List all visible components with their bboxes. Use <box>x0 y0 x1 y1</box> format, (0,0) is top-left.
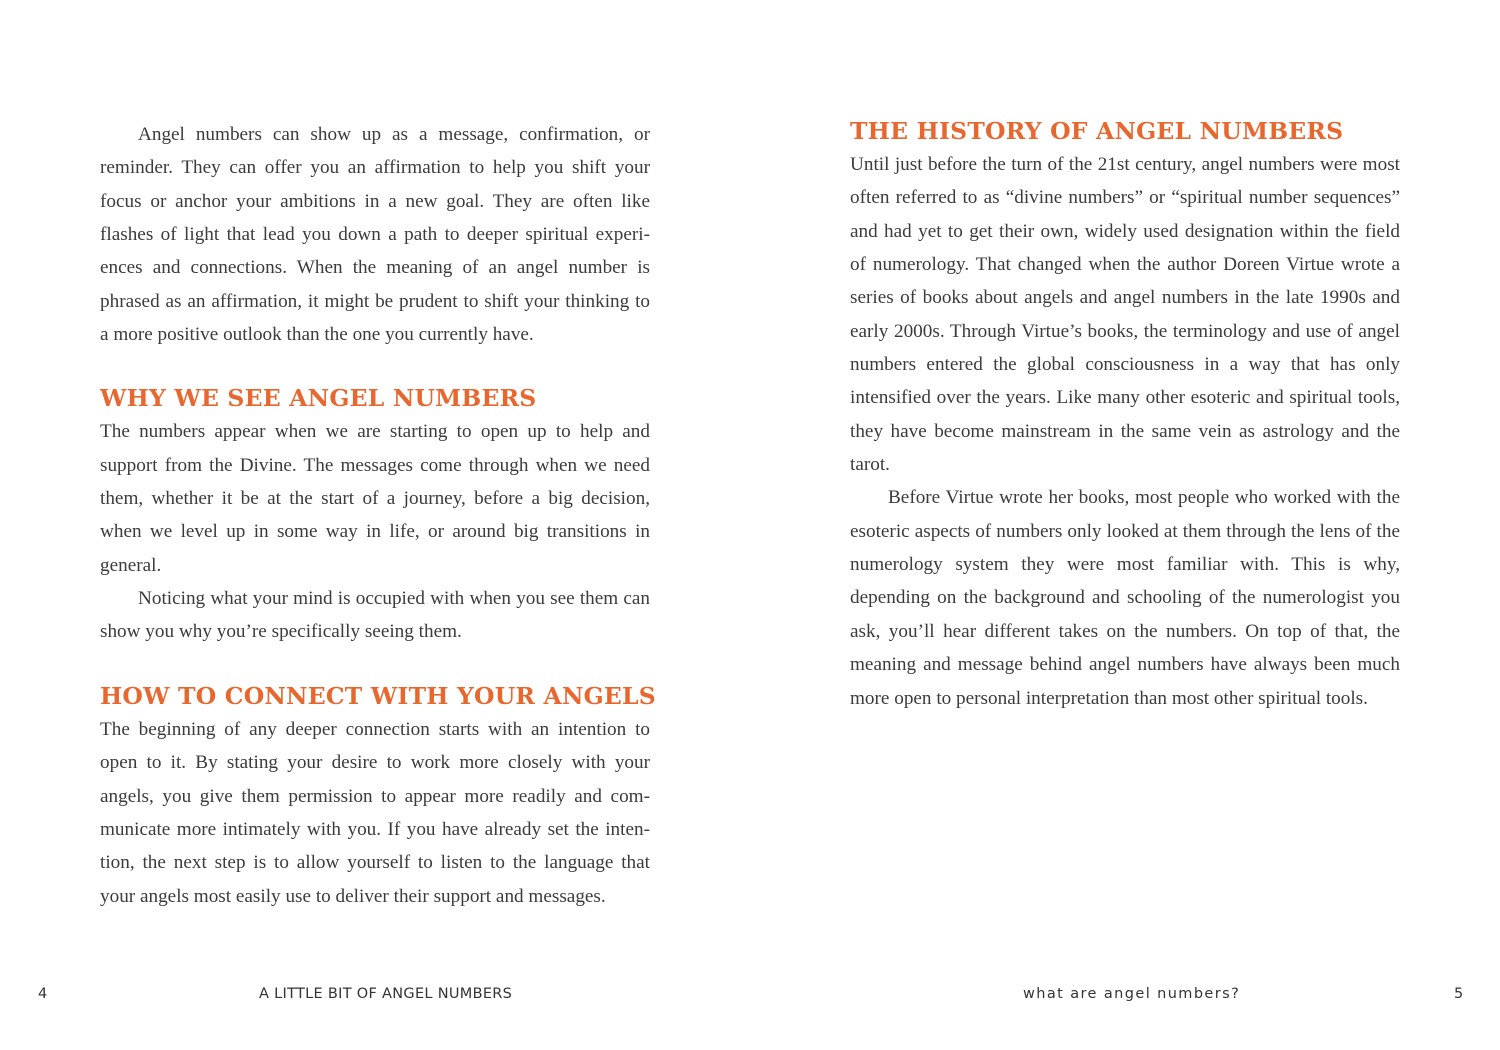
right-page <box>750 0 1500 1050</box>
page-number-right: 5 <box>1454 986 1464 1002</box>
heading-history-of-angel-numbers: THE HISTORY OF ANGEL NUMBERS <box>850 117 1344 145</box>
heading-how-to-connect: HOW TO CONNECT WITH YOUR ANGELS <box>100 681 656 710</box>
page-number-left: 4 <box>38 986 48 1002</box>
history-paragraph-2: Before Virtue wrote her books, most people who worked with the esoteric aspects of numbers only looked at them through the lens of the numerology system they were most familiar with. This is why, depending on the background and schooling of the numerologist you ask, you’ll hear different takes on the numbers. On top of that, the meaning and message behind angel numbers have always been much more open to personal interpretation than most other spiritual tools. <box>850 487 1400 709</box>
running-head-right: what are angel numbers? <box>1023 986 1241 1002</box>
why-paragraph-2: Noticing what your mind is occupied with when you see them can show you why you’re specifically seeing them. <box>100 588 650 643</box>
right-text-column <box>850 114 1400 715</box>
running-head-left: A LITTLE BIT OF ANGEL NUMBERS <box>259 986 513 1002</box>
intro-paragraph: Angel numbers can show up as a message, confirmation, or reminder. They can offer you an affirmation to help you shift your focus or anchor your ambitions in a new goal. They are often like flashes of light that lead you down a path to deeper spiritual experiences and connections. When the meaning of an angel number is phrased as an affirmation, it might be prudent to shift your thinking to a more positive outlook than the one you currently have. <box>100 124 650 346</box>
left-text-column <box>100 118 656 913</box>
history-paragraph-1: Until just before the turn of the 21st century, angel numbers were most often referred to as “divine numbers” or “spiritual number sequences” and had yet to get their own, widely used designation within the field of numerology. That changed when the author Doreen Virtue wrote a series of books about angels and angel numbers in the late 1990s and early 2000s. Through Virtue’s books, the terminology and use of angel numbers entered the global consciousness in a way that has only intensified over the years. Like many other esoteric and spiritual tools, they have become mainstream in the same vein as astrology and the tarot. <box>850 154 1400 476</box>
section-gap <box>100 649 650 679</box>
heading-why-we-see-angel-numbers: WHY WE SEE ANGEL NUMBERS <box>100 384 537 413</box>
why-paragraph-1: The numbers appear when we are starting to open up to help and support from the Divine. The messages come through when we need them, whether it be at the start of a journey, before a big decision, when we level up in some way in life, or around big transitions in general. <box>100 421 650 576</box>
connect-paragraph: The beginning of any deeper connection starts with an intention to open to it. By stating your desire to work more closely with your angels, you give them permission to appear more readily and communicate more intimately with you. If you have already set the intention, the next step is to allow yourself to listen to the language that your angels most easily use to deliver their support and messages. <box>100 718 650 907</box>
section-gap <box>100 351 650 381</box>
